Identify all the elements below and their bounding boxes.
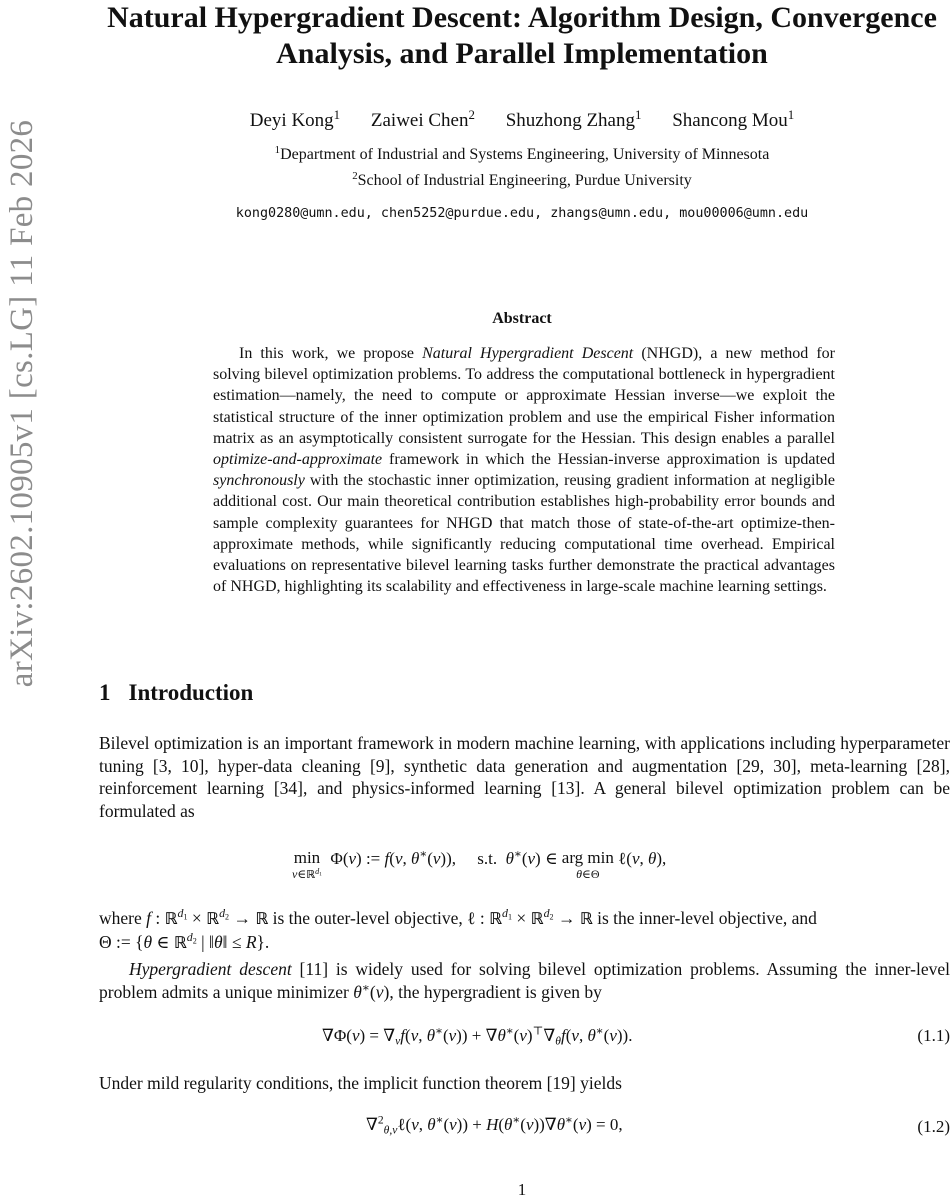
author: Shancong Mou$^1$ [672, 106, 795, 131]
intro-paragraph-1: Bilevel optimization is an important framework in modern machine learning, with applications including hyperparameter tuning [3, 10], hyper-data cleaning [9], synthetic data generation and augmentation [29, 30], meta-learning [28], reinforcement learning [34], and physics-informed learning [13]. A general bilevel optimization problem can be formulated as [99, 733, 950, 821]
paper-title [92, 0, 952, 72]
author: Deyi Kong$^1$ [249, 106, 341, 131]
intro-paragraph-2: where f : ℝ$^{d_1}$ × ℝ$^{d_2}$ → ℝ is the outer-level objective, ℓ : ℝ$^{d_1}$ × ℝ$^{d_2}$ → ℝ is the inner-level objective, and Θ := {θ ∈ ℝ$^{d_2}$ | ‖θ‖ ≤ R}. Hypergradient descent [11] is widely used for solving bilevel optimization problems. Assuming the inner-level problem admits a unique minimizer θ∗(v), the hypergradient is given by [99, 906, 950, 1002]
implicit-function-equation: ∇$^2_{\theta,v}$ℓ(v, θ∗(v)) + H(θ∗(v))∇θ∗(v) = 0, [366, 1113, 623, 1137]
section-heading: 1 Introduction [99, 680, 254, 705]
affiliation: $^1$Department of Industrial and Systems Engineering, University of Minnesota [274, 144, 770, 163]
hypergradient-equation: $\nabla\Phi(v) = \nabla_vf(v$, $\theta^∗(v)) + \nabla\theta^∗(v)^⊤\nabla_\theta f(v$, θ∗(v)). [322, 1024, 633, 1048]
title-line-2: Analysis, and Parallel Implementation [276, 37, 768, 70]
arxiv-id-text: arXiv:2602.10905v1 [cs.LG] 11 Feb 2026 [4, 119, 41, 687]
equation-number: (1.2) [917, 1117, 950, 1136]
arxiv-identifier [4, 119, 41, 687]
intro-paragraph-4: Under mild regularity conditions, the implicit function theorem [19] yields [99, 1073, 622, 1093]
abstract-body: In this work, we propose Natural Hypergradient Descent (NHGD), a new method for solving bilevel optimization problems. To address the computational bottleneck in hypergradient estimation—namely, the need to compute or approximate Hessian inverse—we exploit the statistical structure of the inner optimization problem and use the empirical Fisher information matrix as an asymptotically consistent surrogate for the Hessian. This design enables a parallel optimize-and-approximate framework in which the Hessian-inverse approximation is updated synchronously with the stochastic inner optimization, reusing gradient information at negligible additional cost. Our main theoretical contribution establishes high-probability error bounds and sample complexity guarantees for NHGD that match those of state-of-the-art optimize-then-approximate methods, while significantly reducing computational time overhead. Empirical evaluations on representative bilevel learning tasks further demonstrate the practical advantages of NHGD, highlighting its scalability and effectiveness in large-scale machine learning settings. [213, 345, 836, 596]
author-emails: kong0280@umn.edu, chen5252@purdue.edu, zhangs@umn.edu, mou00006@umn.edu [235, 206, 809, 221]
page-number: 1 [517, 1180, 527, 1199]
affiliation: $^2$School of Industrial Engineering, Purdue University [352, 170, 692, 189]
equation-number: (1.1) [917, 1026, 950, 1045]
author-list [92, 106, 952, 132]
abstract-heading: Abstract [492, 310, 552, 327]
bilevel-equation: min v∈ℝ$^{d_1}$ Φ(v) := f(v, θ∗(v)), s.t. θ∗(v) ∈ arg min θ∈Θ ℓ(v, θ), [292, 847, 667, 881]
title-line-1: Natural Hypergradient Descent: Algorithm Design, Convergence [107, 1, 937, 34]
author: Zaiwei Chen$^2$ [370, 106, 475, 131]
author: Shuzhong Zhang$^1$ [505, 106, 642, 131]
